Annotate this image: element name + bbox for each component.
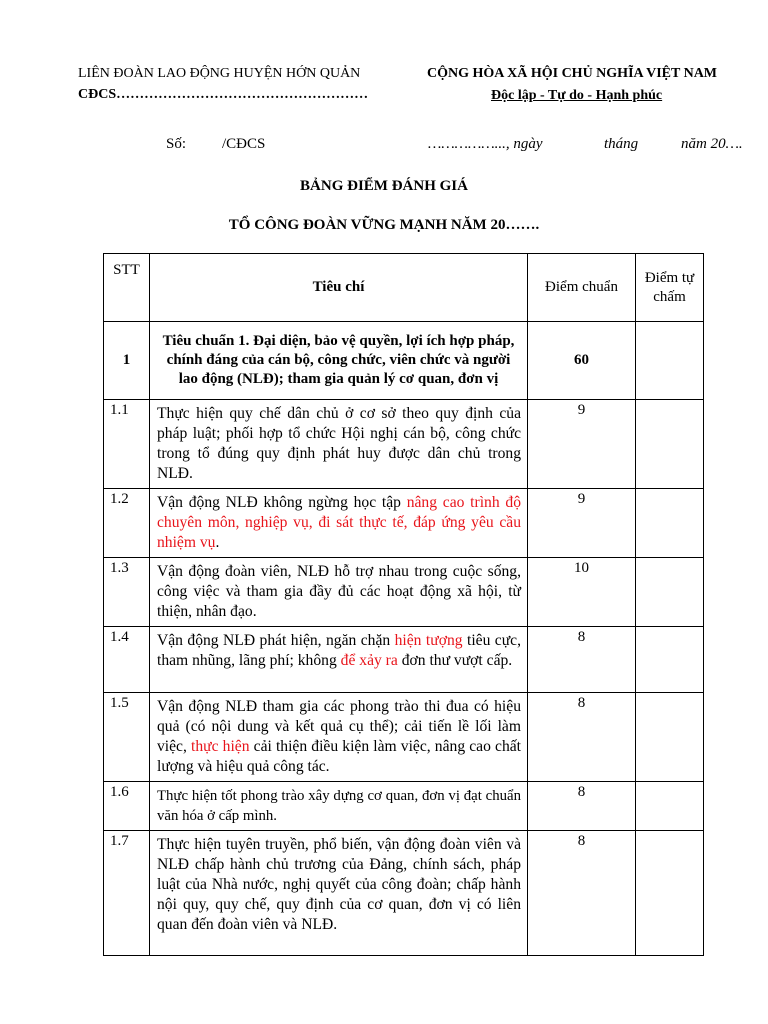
criteria-text	[150, 400, 528, 489]
header-criteria: Tiêu chí	[150, 254, 528, 322]
criteria-standard-points: 10	[528, 558, 636, 627]
motto: Độc lập - Tự do - Hạnh phúc	[491, 88, 663, 103]
criteria-standard-points: 8	[528, 831, 636, 956]
highlighted-text: để xảy ra	[340, 652, 398, 669]
date-year: năm 20….	[681, 136, 743, 152]
header-standard-points: Điểm chuẩn	[528, 254, 636, 322]
criteria-self-score-cell[interactable]	[636, 489, 704, 558]
header-self-score: Điểm tự chấm	[636, 254, 704, 322]
criteria-row	[104, 782, 704, 831]
criteria-text-part: .	[215, 534, 220, 551]
criteria-text	[150, 558, 528, 627]
standard-row	[104, 322, 704, 400]
criteria-row	[104, 558, 704, 627]
criteria-row	[104, 693, 704, 782]
criteria-text-part: Thực hiện tuyên truyền, phổ biến, vận động đoàn viên và NLĐ chấp hành chủ trương của Đảng, chính sách, pháp luật của Nhà nước, nghị quyết của công đoàn; chấp hành nội quy, quy chế, quy định của cơ quan, đơn vị có liên quan đến đoàn viên và NLĐ.	[157, 836, 521, 933]
criteria-self-score-cell[interactable]	[636, 831, 704, 956]
criteria-stt: 1.3	[104, 558, 150, 627]
criteria-standard-points: 8	[528, 627, 636, 693]
document-number-suffix: /CĐCS	[222, 136, 266, 152]
criteria-self-score-cell[interactable]	[636, 693, 704, 782]
criteria-text-part: Thực hiện quy chế dân chủ ở cơ sở theo quy định của pháp luật; phối hợp tổ chức Hội nghị cán bộ, công chức trong tổ đúng quy định phát huy được dân chủ trong NLĐ.	[157, 405, 521, 482]
criteria-text	[150, 782, 528, 831]
criteria-text	[150, 627, 528, 693]
criteria-standard-points: 9	[528, 489, 636, 558]
criteria-text-part: Thực hiện tốt phong trào xây dựng cơ quan, đơn vị đạt chuẩn văn hóa ở cấp mình.	[157, 788, 521, 824]
standard-stt: 1	[104, 322, 150, 400]
highlighted-text: thực hiện	[191, 738, 250, 755]
criteria-self-score-cell[interactable]	[636, 558, 704, 627]
header-stt: STT	[104, 254, 150, 322]
criteria-text	[150, 693, 528, 782]
criteria-row	[104, 400, 704, 489]
highlighted-text: hiện tượng	[394, 632, 463, 649]
highlighted-text: nâng cao trình độ chuyên môn, nghiệp vụ, đi sát thực tế, đáp ứng yêu cầu nhiệm vụ	[157, 494, 521, 551]
nation-title: CỘNG HÒA XÃ HỘI CHỦ NGHĨA VIỆT NAM	[427, 66, 718, 81]
criteria-row	[104, 489, 704, 558]
criteria-self-score-cell[interactable]	[636, 627, 704, 693]
criteria-text-part: Vận động đoàn viên, NLĐ hỗ trợ nhau trong cuộc sống, công việc và tham gia đầy đủ các hoạt động xã hội, từ thiện, nhân đạo.	[157, 563, 521, 620]
criteria-stt: 1.5	[104, 693, 150, 782]
criteria-stt: 1.6	[104, 782, 150, 831]
criteria-row	[104, 831, 704, 956]
standard-self-score-cell[interactable]	[636, 322, 704, 400]
criteria-text-part: đơn thư vượt cấp.	[397, 652, 513, 669]
criteria-text	[150, 489, 528, 558]
org-name: LIÊN ĐOÀN LAO ĐỘNG HUYỆN HỚN QUẢN	[78, 66, 361, 81]
score-table	[103, 253, 704, 956]
criteria-text-part: Vận động NLĐ không ngừng học tập	[157, 494, 407, 511]
date-place: ……………..., ngày	[428, 136, 543, 152]
document-title: BẢNG ĐIỂM ĐÁNH GIÁ	[300, 178, 468, 194]
criteria-text-part: tiêu cực, tham nhũng, lãng phí; không	[157, 632, 521, 669]
standard-title: Tiêu chuẩn 1. Đại diện, bảo vệ quyền, lợi ích hợp pháp, chính đáng của cán bộ, công chức, viên chức và người lao động (NLĐ); tham gia quản lý cơ quan, đơn vị	[150, 322, 528, 400]
criteria-stt: 1.4	[104, 627, 150, 693]
criteria-stt: 1.2	[104, 489, 150, 558]
criteria-standard-points: 8	[528, 782, 636, 831]
date-month: tháng	[604, 136, 639, 152]
criteria-standard-points: 8	[528, 693, 636, 782]
table-header-row	[104, 254, 704, 322]
criteria-text-part: Vận động NLĐ phát hiện, ngăn chặn	[157, 632, 395, 649]
criteria-stt: 1.7	[104, 831, 150, 956]
standard-points: 60	[528, 322, 636, 400]
criteria-text-part: Vận động NLĐ tham gia các phong trào thi đua có hiệu quả (có nội dung và kết quả cụ thể); cải tiến lề lối làm việc,	[157, 698, 521, 755]
criteria-self-score-cell[interactable]	[636, 782, 704, 831]
criteria-self-score-cell[interactable]	[636, 400, 704, 489]
document-number-label: Số:	[166, 136, 187, 152]
criteria-text-part: cải thiện điều kiện làm việc, nâng cao chất lượng và hiệu quả công tác.	[157, 738, 522, 775]
union-base-line: CĐCS………………………………………………	[78, 87, 369, 102]
criteria-stt: 1.1	[104, 400, 150, 489]
criteria-text	[150, 831, 528, 956]
criteria-row	[104, 627, 704, 693]
criteria-standard-points: 9	[528, 400, 636, 489]
document-subtitle: TỔ CÔNG ĐOÀN VỮNG MẠNH NĂM 20…….	[228, 217, 540, 233]
